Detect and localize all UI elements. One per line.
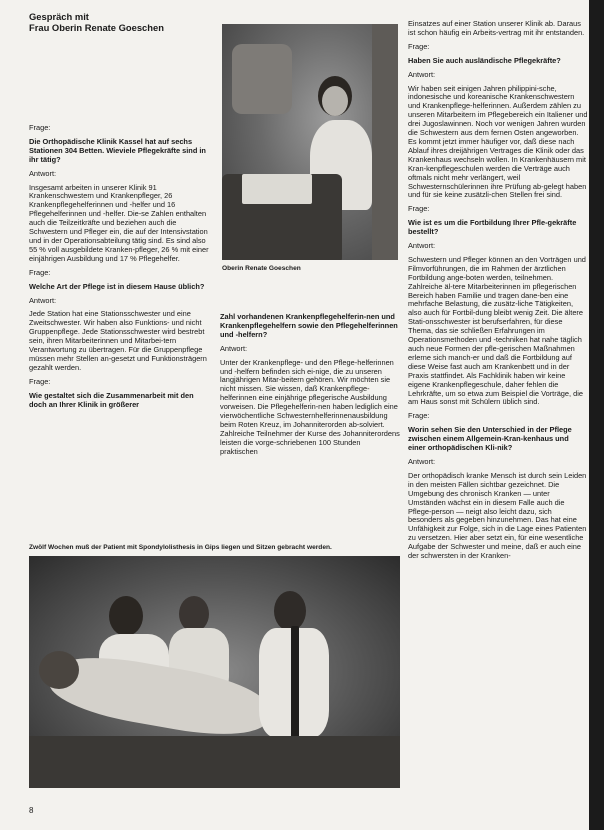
q4-text: Haben Sie auch ausländische Pflegekräfte? — [408, 55, 561, 65]
q3-label: Frage: — [29, 376, 51, 386]
q6-text: Worin sehen Sie den Unterschied in der Pflege zwischen einem Allgemein-Kran-kenhaus und einer orthopädischen Kli-nik? — [408, 425, 572, 453]
a1-label: Antwort: — [29, 168, 57, 178]
a4-text: Wir haben seit einigen Jahren philippini-sche, indonesische und koreanische Krankenschwestern und Krankenpflege-helferinnen. Außerdem zählen zu unseren Mitarbeitern im Pflegebereich ein Italiener und drei Jugoslawinnen. Noch vor wenigen Jahren wurden die Schwestern aus dem fernen Osten angeworben. Es kommt jetzt immer häufiger vor, daß diese nach Ablauf ihres dreijährigen Vertrages die Klinik oder das Krankenhaus wechseln wollen. In Krankenhäusern mit Kran-kenpflegeschulen werden die Verträge auch oftmals nicht mehr verlängert, weil Schwesternschülerinnen ihre Prüfung ab-gelegt haben und für sie keine zusätzli-chen Stellen frei sind. — [408, 83, 588, 200]
article-title: Gespräch mit Frau Oberin Renate Goeschen — [29, 11, 164, 33]
photo-oberin-caption: Oberin Renate Goeschen — [222, 265, 301, 272]
a5-text: Schwestern und Pfleger können an den Vorträgen und Filmvorführungen, die im Rahmen der ärztlichen Fortbildung ange-boten werden, teilnehmen. Zahlreiche äl-tere Mitarbeiterinnen im pflegerischen Bereich haben Familie und tragen dane-ben eine mehrfache Belastung, die zusätz-liche Tätigkeiten, also auch für Fortbil-dung bleibt wenig Zeit. Die ältere Stati-onsschwester ist berufserfahren, für diese Thema, das sie schließen Erfahrungen im Operationsmethoden und -techniken hat nahe täglich auch neue Formen der pfle-gerischen Maßnahmen erlerne sich manch-er und daß die Fortbildung auf diese Weise fast auch am Krankenbett und in der Praxis stattfindet. Als Fachklinik haben wir keine eigene Krankenpflegeschule, daher fehlen die Lehrkräfte, um so etwa zum Beispiel die Vorträge, die am Haus sonst mit Schülern üblich sind. — [408, 254, 586, 407]
photo-patient — [29, 556, 400, 788]
a6-text: Der orthopädisch kranke Mensch ist durch sein Leiden in den meisten Fällen sichtbar gezeichnet. Die Umgebung des chronisch Kranken — unter Umständen wächst ein in diesem Falle auch die Pflege-person — neigt also leicht dazu, sich besonders als gegeben hinzunehmen. Das hat eine Unfähigkeit zur Folge, sich in die Lage eines Patienten zu versetzen. Hier aber setzt ein, für eine wesentliche Aufgabe der Schwester und meine, daß er auch eine der schwersten in der Kranken- — [408, 470, 587, 561]
q1-text: Die Orthopädische Klinik Kassel hat auf sechs Stationen 304 Betten. Wieviele Pflegekräfte sind in ihr tätig? — [29, 136, 206, 164]
q3-continued: Zahl vorhandenen Krankenpflegehelferin-nen und Krankenpflegehelfern sowie den Pflegehelferinnen und -helfern? — [220, 312, 398, 339]
a3-label: Antwort: — [220, 343, 248, 353]
q6-label: Frage: — [408, 411, 430, 421]
q4-label: Frage: — [408, 41, 430, 51]
photo-patient-caption: Zwölf Wochen muß der Patient mit Spondylolisthesis in Gips liegen und Sitzen gebracht werden. — [29, 544, 332, 551]
a4-label: Antwort: — [408, 69, 436, 79]
q2-text: Welche Art der Pflege ist in diesem Hause üblich? — [29, 281, 205, 291]
column-3 — [408, 20, 588, 566]
column-2 — [220, 313, 400, 462]
q2-label: Frage: — [29, 267, 51, 277]
q1-label: Frage: — [29, 123, 51, 132]
q3-text: Wie gestaltet sich die Zusammenarbeit mit den doch an Ihrer Klinik in größerer — [29, 390, 194, 409]
q5-label: Frage: — [408, 204, 430, 214]
column-1 — [29, 124, 212, 414]
col3-top-text: Einsatzes auf einer Station unserer Klinik ab. Daraus ist schon häufig ein Arbeits-vertrag mit ihr entstanden. — [408, 19, 585, 37]
scan-edge — [589, 0, 604, 830]
a5-label: Antwort: — [408, 241, 436, 251]
page-number: 8 — [29, 806, 34, 815]
q5-text: Wie ist es um die Fortbildung Ihrer Pfle-gekräfte bestellt? — [408, 218, 577, 237]
a6-label: Antwort: — [408, 456, 436, 466]
a3-text: Unter der Krankenpflege- und den Pflege-helferinnen und -helfern befinden sich ei-nige, die zu unseren langjährigen Mitar-beitern gehören. Wir möchten sie nicht missen. Sie wissen, daß Krankenpflege-helferinnen eine einjährige pflegerische Ausbildung vorweisen. Die Pflegehelferin-nen haben lediglich eine vierwöchentliche Schwesternhelferinnenausbildung beim Roten Kreuz, im Johanniterorden ab-solviert. Zahlreiche Teilnehmer der Kurse des Johanniterordens leisten die vorge-schriebenen 100 Stunden praktischen — [220, 357, 400, 456]
a2-text: Jede Station hat eine Stationsschwester und eine Zweitschwester. Wir haben also Funktions- und nicht Gruppenpflege. Jede Stationsschwester wird bestrebt sein, ihren Mitarbeiterinnen und Mitarbei-tern Verantwortung zu übertragen. Für die Gruppenpflege müssen mehr Stellen an-gesetzt und Funktionsträgern gezahlt werden. — [29, 309, 207, 372]
a2-label: Antwort: — [29, 295, 57, 305]
photo-oberin — [222, 24, 398, 260]
a1-text: Insgesamt arbeiten in unserer Klinik 91 Krankenschwestern und Krankenpfleger, 26 Krankenpflegehelferinnen und -helfer und 16 Pflegehelferinnen und -helfer. Die-se Zahlen enthalten auch die Teilzeitkräfte und beziehen auch die Schwestern und Pfleger ein, die auf der Intensivstation und in der Operationsabteilung tätig sind. Es sind also 55 % voll ausgebildete Kranken-pfleger, 26 % mit einer einjährigen Ausbildung und 17 % Pflegehelfer. — [29, 182, 209, 263]
